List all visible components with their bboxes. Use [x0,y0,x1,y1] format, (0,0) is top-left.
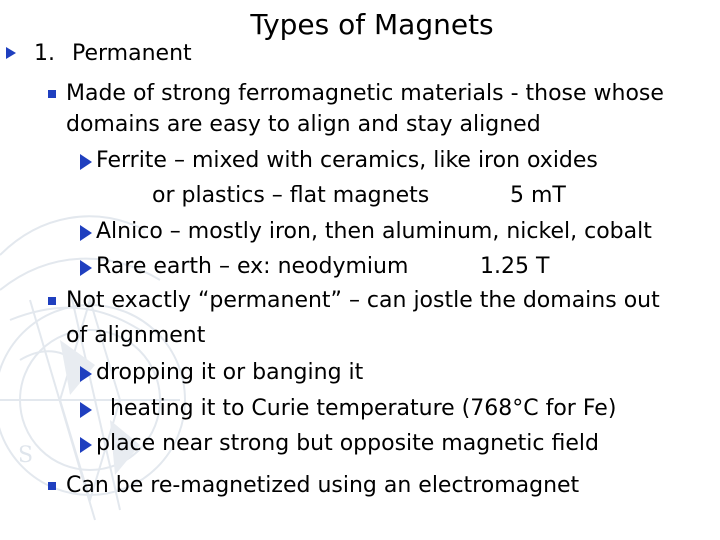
dropping-line: dropping it or banging it [96,360,364,385]
not-permanent-line-2: of alignment [66,323,206,348]
square-bullet-icon [48,297,56,305]
level1-bullet-icon [6,47,16,59]
ferrite-value: 5 mT [510,183,566,208]
alnico-line: Alnico – mostly iron, then aluminum, nickel, cobalt [96,219,652,244]
level1-number: 1. [34,41,55,66]
square-bullet-icon [48,90,56,98]
rare-earth-value: 1.25 T [480,254,550,279]
heating-line: heating it to Curie temperature (768°C for Fe) [110,396,617,421]
made-of-line-1: Made of strong ferromagnetic materials - those whose [66,81,664,106]
ferrite-line-1: Ferrite – mixed with ceramics, like iron oxides [96,148,598,173]
triangle-bullet-icon [80,154,92,170]
square-bullet-icon [48,482,56,490]
made-of-line-2: domains are easy to align and stay aligned [66,112,541,137]
ferrite-line-2: or plastics – flat magnets [152,183,430,208]
not-permanent-line-1: Not exactly “permanent” – can jostle the domains out [66,288,660,313]
triangle-bullet-icon [80,366,92,382]
triangle-bullet-icon [80,260,92,276]
compass-letter-s: S [18,443,34,468]
remagnetize-line: Can be re-magnetized using an electromagnet [66,473,580,498]
triangle-bullet-icon [80,437,92,453]
rare-earth-line: Rare earth – ex: neodymium [96,254,409,279]
place-near-line: place near strong but opposite magnetic field [96,431,599,456]
triangle-bullet-icon [80,402,92,418]
level1-label: Permanent [72,41,192,66]
triangle-bullet-icon [80,225,92,241]
slide-title: Types of Magnets [250,8,494,41]
